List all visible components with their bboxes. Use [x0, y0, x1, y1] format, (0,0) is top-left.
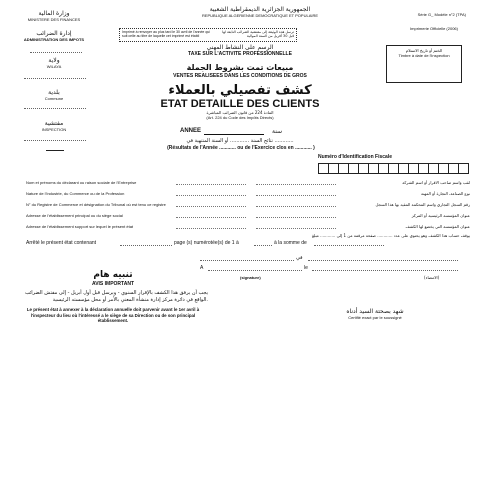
article-fr: (Art. 224 du Code des Impôts Directs) — [206, 115, 274, 120]
field-input-left[interactable] — [176, 195, 246, 196]
field-input-left[interactable] — [176, 206, 246, 207]
field-input-right[interactable] — [256, 228, 336, 229]
field-input-left[interactable] — [176, 184, 246, 185]
wilaya-ar: ولاية — [48, 57, 60, 64]
nif-cell[interactable] — [458, 163, 469, 174]
certificate-ar: شهد بصحتة السيد أدناه — [346, 308, 404, 315]
total-fr-pages: page (s) numérotée(s) de 1 à — [174, 240, 239, 246]
notice-block — [18, 270, 208, 324]
field-input-right[interactable] — [256, 217, 336, 218]
field-input-right[interactable] — [256, 206, 336, 207]
main-title-ar: كشف تفصيلي بالعملاء — [168, 83, 312, 98]
inspection-fr: INSPECTION — [41, 127, 67, 132]
title-block — [140, 44, 340, 120]
republic-ar: الجمهورية الجزائرية الديمقراطية الشعبية — [209, 6, 311, 13]
date-box-label-ar: الختم أو تاريخ الاستلام — [405, 48, 443, 53]
return-note-fr: Imprimé à renvoyer au plus tard le 30 avril de l'année qui suit celle au titre de laquelle cet imprimé est établi — [122, 30, 211, 38]
annee-input[interactable] — [204, 134, 264, 135]
wilaya-line[interactable] — [24, 78, 86, 79]
republic-fr: REPUBLIQUE ALGERIENNE DEMOCRATIQUE ET POPULAIRE — [201, 13, 319, 18]
commune-fr: Commune — [44, 96, 64, 101]
le-fr: le — [304, 265, 308, 271]
field-label-fr: Nature de l'Industrie, du Commerce ou de la Profession — [26, 191, 125, 196]
tax-admin-ar: إدارة الضرائب — [36, 30, 72, 37]
results-ar: نتائج السنة ............ أو السنة المنتهية في ............ — [186, 138, 294, 144]
wilaya-fr: WILAYA — [46, 64, 62, 69]
inspection-block — [14, 120, 94, 132]
tax-fr: TAXE SUR L'ACTIVITE PROFESSIONNELLE — [188, 51, 292, 57]
field-row — [26, 191, 470, 201]
field-label-ar: عنوان المؤسسة الرئيسية أو المركز — [411, 213, 470, 218]
inspection-line[interactable] — [24, 140, 86, 141]
total-fr-row — [26, 240, 476, 248]
tax-admin-fr: ADMINISTRATION DES IMPOTS — [23, 37, 85, 42]
date-stamp-box — [386, 45, 462, 83]
ministry-block — [14, 10, 94, 42]
field-input-left[interactable] — [176, 217, 246, 218]
field-input-left[interactable] — [176, 228, 246, 229]
results-fr: (Résultats de l'Année ............ ou de l'Exercice clos en ............ ) — [167, 145, 315, 151]
inspection-dash — [46, 150, 64, 151]
date-ar-line[interactable] — [308, 260, 458, 261]
field-label-fr: Adresse de l'établissement support sur lequel le présent état — [26, 224, 134, 229]
annee-fr: ANNEE — [180, 128, 202, 134]
commune-line[interactable] — [24, 108, 86, 109]
field-label-fr: Nom et prénoms du déclarant ou raison sociale de l'Entreprise — [26, 180, 137, 185]
republic-block — [170, 6, 350, 18]
a-fr: A — [200, 265, 204, 271]
field-label-ar: لقب واسم صاحب الاقرار أو اسم الشركة — [402, 180, 470, 185]
field-label-fr: Adresse de l'établissement principal ou du siège social — [26, 213, 123, 218]
total-pages-count[interactable] — [120, 245, 172, 246]
notice-title-fr: AVIS IMPORTANT — [91, 281, 135, 287]
wilaya-block — [14, 57, 94, 69]
date-box-label-fr: Timbre à date de l'Inspection — [398, 53, 450, 58]
notice-title-ar: تنبيه هام — [93, 270, 133, 280]
field-label-ar: عنوان المؤسسة التي يخضع لها الكشف — [405, 224, 470, 229]
total-pages-last[interactable] — [254, 245, 272, 246]
field-label-fr: N° du Registre de Commerce et désignation du Tribunal où est tenu ce registre — [26, 202, 166, 207]
nif-label: Numéro d'Identification Fiscale — [318, 154, 392, 160]
field-input-right[interactable] — [256, 195, 336, 196]
notice-body-fr: Le présent état à annexer à la déclaration annuelle doit parvenir avant le 1er avril à l'inspecteur du lieu où l'intéressé a le siège de sa Direction ou de son principal établissement. — [26, 307, 200, 323]
in-ar: في — [296, 255, 303, 261]
return-note-box — [119, 28, 297, 42]
official-print: Imprimerie Officielle (2006) — [410, 26, 458, 31]
field-label-ar: نوع الصناعة، التجارة أو المهنة — [421, 191, 470, 196]
field-row — [26, 180, 470, 190]
sales-ar: مبيعات تمت بشروط الجملة — [186, 63, 294, 72]
inspection-ar: مفتشية — [44, 120, 64, 127]
annee-row — [180, 128, 300, 136]
annee-ar: سنة — [272, 128, 283, 135]
tax-ar: الرسم على النشاط المهني — [206, 44, 274, 51]
place-fr-line[interactable] — [208, 270, 302, 271]
commune-ar: بلدية — [48, 89, 60, 96]
signature-fr: (signature) — [240, 275, 261, 280]
ministry-line — [30, 52, 82, 53]
ministry-fr: MINISTERE DES FINANCES — [27, 17, 81, 22]
signature-block — [200, 255, 470, 281]
field-row — [26, 213, 470, 223]
main-title-fr: ETAT DETAILLE DES CLIENTS — [160, 98, 320, 110]
certificate-block — [320, 308, 430, 320]
ministry-ar: وزارة المالية — [38, 10, 70, 17]
total-ar: يوقف حساب هذا الكشف وهو يحتوي على عدد ............ صفحة مرقمة من 1 إلى ............ مبلغ — [311, 233, 470, 238]
sales-fr: VENTES REALISEES DANS LES CONDITIONS DE GROS — [173, 73, 307, 79]
series-code: Série G_ Modèle n°2 (TPA) — [417, 12, 466, 17]
total-fr-prefix: Arrêté le présent état contenant — [26, 240, 97, 246]
total-amount[interactable] — [314, 245, 384, 246]
date-fr-line[interactable] — [312, 270, 458, 271]
certificate-fr: Certifié exact par le soussigné — [348, 315, 402, 320]
nif-input-grid[interactable] — [318, 163, 468, 174]
signature-ar: (الامضاء) — [424, 275, 440, 280]
return-note-ar: ترسل هذه الوثيقة إلى مفتشية الضرائب التابعة لها قبل 30 أفريل من السنة الموالية — [222, 30, 294, 38]
notice-body-ar: يجب أن يرفق هذا الكشف بالإقرار السنوي - ويرسل قبل أول أبريل - إلى مفتش الضرائب الواقع في دائرة مركز إدارة منشأة المعني بالأمر أو محل مؤسسته الرئيسية. — [24, 290, 208, 303]
article-ar: المادة 224 من قانون الضرائب المباشرة — [206, 110, 274, 115]
commune-block — [14, 89, 94, 101]
field-row — [26, 202, 470, 212]
total-fr-sum: à la somme de — [274, 240, 307, 246]
field-input-right[interactable] — [256, 184, 336, 185]
place-ar-line[interactable] — [200, 260, 294, 261]
field-label-ar: رقم السجل التجاري واسم المحكمة المقيد بها هذا السجل — [375, 202, 470, 207]
